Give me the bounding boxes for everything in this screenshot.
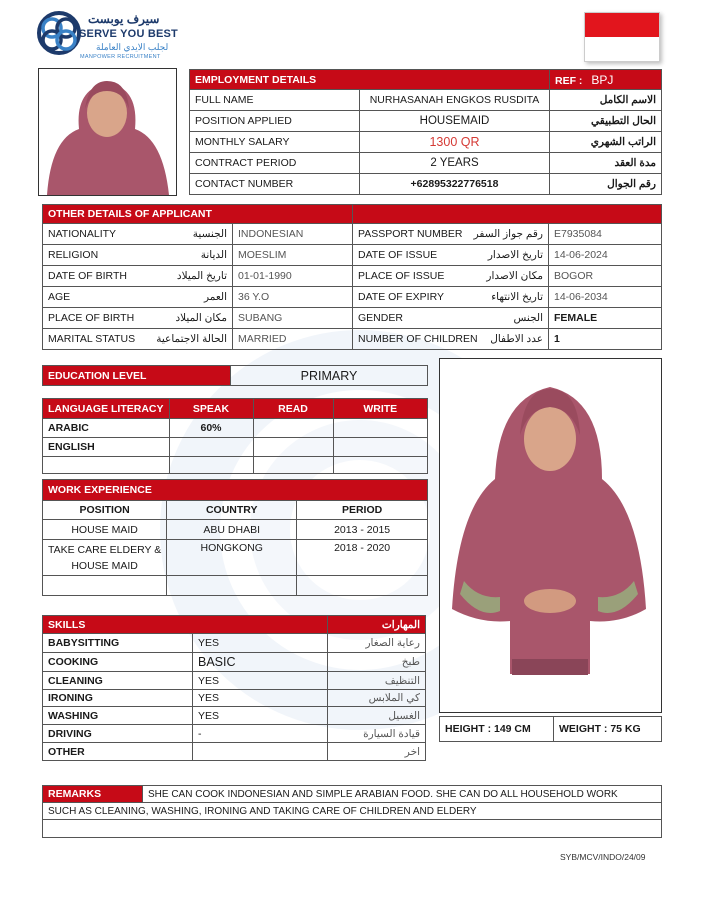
position-applied-ar: الحال التطبيقي	[550, 111, 662, 132]
monthly-salary-value: 1300 QR	[360, 132, 550, 153]
arabic-write	[333, 419, 428, 438]
skill-babysitting: BABYSITTING	[43, 634, 193, 653]
skill-babysitting-value: YES	[193, 634, 328, 653]
ref-label: REF :	[555, 74, 583, 87]
skill-cleaning: CLEANING	[43, 672, 193, 690]
place-of-issue-label: PLACE OF ISSUE مكان الاصدار	[353, 266, 549, 287]
english-write	[333, 438, 428, 457]
skill-washing: WASHING	[43, 707, 193, 725]
indonesia-flag	[584, 12, 660, 62]
work-row-1-country: ABU DHABI	[167, 520, 297, 540]
remarks-line-1: SHE CAN COOK INDONESIAN AND SIMPLE ARABIAN FOOD. SHE CAN DO ALL HOUSEHOLD WORK	[143, 786, 662, 803]
education-table	[42, 365, 428, 386]
company-logo	[36, 10, 176, 62]
applicant-photo-small	[38, 68, 177, 196]
country-col-header: COUNTRY	[167, 501, 297, 520]
employment-details-table	[189, 69, 662, 195]
place-of-birth-label: PLACE OF BIRTH مكان الميلاد	[43, 308, 233, 329]
skill-cleaning-ar: التنظيف	[328, 672, 426, 690]
work-row-2-position: TAKE CARE ELDERY & HOUSE MAID	[43, 540, 167, 576]
work-row-2-country: HONGKONG	[167, 540, 297, 576]
full-name-label: FULL NAME	[190, 90, 360, 111]
nationality-label: NATIONALITY الجنسية	[43, 224, 233, 245]
language-english: ENGLISH	[43, 438, 170, 457]
date-of-birth-label: DATE OF BIRTH تاريخ الميلاد	[43, 266, 233, 287]
speak-header: SPEAK	[169, 399, 253, 419]
employment-details-header: EMPLOYMENT DETAILS	[190, 70, 550, 90]
skill-driving: DRIVING	[43, 725, 193, 743]
contact-number-label: CONTACT NUMBER	[190, 174, 360, 195]
body-measurements-table	[439, 716, 662, 742]
skills-header-ar: المهارات	[328, 616, 426, 634]
skills-table	[42, 615, 426, 761]
monthly-salary-label: MONTHLY SALARY	[190, 132, 360, 153]
gender-value: FEMALE	[549, 308, 662, 329]
english-read	[253, 438, 333, 457]
full-name-ar: الاسم الكامل	[550, 90, 662, 111]
gender-label: GENDER الجنس	[353, 308, 549, 329]
english-speak	[169, 438, 253, 457]
skill-other: OTHER	[43, 743, 193, 761]
logo-knot-icon	[36, 10, 82, 56]
skill-other-ar: اخر	[328, 743, 426, 761]
date-of-issue-value: 14-06-2024	[549, 245, 662, 266]
remarks-line-2: SUCH AS CLEANING, WASHING, IRONING AND TAKING CARE OF CHILDREN AND ELDERY	[43, 803, 662, 820]
marital-status-value: MARRIED	[233, 329, 353, 350]
date-of-birth-value: 01-01-1990	[233, 266, 353, 287]
remarks-label: REMARKS	[43, 786, 143, 803]
work-row-2-period: 2018 - 2020	[297, 540, 428, 576]
religion-label: RELIGION الديانة	[43, 245, 233, 266]
arabic-read	[253, 419, 333, 438]
skill-other-value	[193, 743, 328, 761]
read-header: READ	[253, 399, 333, 419]
applicant-photo-full	[439, 358, 662, 713]
date-of-expiry-value: 14-06-2034	[549, 287, 662, 308]
arabic-speak: 60%	[169, 419, 253, 438]
religion-value: MOESLIM	[233, 245, 353, 266]
work-row-1-period: 2013 - 2015	[297, 520, 428, 540]
skill-cooking-ar: طبخ	[328, 653, 426, 672]
weight-cell: WEIGHT : 75 KG	[554, 717, 662, 742]
remarks-table	[42, 785, 662, 838]
skill-washing-ar: الغسيل	[328, 707, 426, 725]
ref-value: BPJ	[591, 72, 614, 87]
full-name-value: NURHASANAH ENGKOS RUSDITA	[360, 90, 550, 111]
work-experience-header: WORK EXPERIENCE	[43, 480, 428, 501]
position-applied-label: POSITION APPLIED	[190, 111, 360, 132]
company-name-ar: سيرف يوبست	[88, 12, 160, 26]
company-tagline-en: MANPOWER RECRUITMENT	[80, 54, 161, 60]
position-col-header: POSITION	[43, 501, 167, 520]
skill-cooking-value: BASIC	[193, 653, 328, 672]
contact-number-value: +62895322776518	[360, 174, 550, 195]
skill-driving-value: -	[193, 725, 328, 743]
monthly-salary-ar: الراتب الشهري	[550, 132, 662, 153]
other-details-table	[42, 204, 662, 350]
work-experience-table	[42, 479, 428, 596]
write-header: WRITE	[333, 399, 428, 419]
skill-ironing-value: YES	[193, 690, 328, 707]
skill-cleaning-value: YES	[193, 672, 328, 690]
skill-babysitting-ar: رعاية الصغار	[328, 634, 426, 653]
company-name-en: SERVE YOU BEST	[79, 28, 178, 40]
language-literacy-header: LANGUAGE LITERACY	[43, 399, 170, 419]
contract-period-value: 2 YEARS	[360, 153, 550, 174]
date-of-expiry-label: DATE OF EXPIRY تاريخ الانتهاء	[353, 287, 549, 308]
other-details-header: OTHER DETAILS OF APPLICANT	[43, 205, 353, 224]
height-cell: HEIGHT : 149 CM	[440, 717, 554, 742]
education-level-value: PRIMARY	[231, 366, 428, 386]
company-tagline-ar: لجلب الايدي العاملة	[96, 42, 169, 52]
place-of-birth-value: SUBANG	[233, 308, 353, 329]
skill-cooking: COOKING	[43, 653, 193, 672]
passport-number-value: E7935084	[549, 224, 662, 245]
age-label: AGE العمر	[43, 287, 233, 308]
skills-header: SKILLS	[43, 616, 328, 634]
contact-number-ar: رقم الجوال	[550, 174, 662, 195]
nationality-value: INDONESIAN	[233, 224, 353, 245]
position-applied-value: HOUSEMAID	[360, 111, 550, 132]
document-code: SYB/MCV/INDO/24/09	[560, 852, 646, 862]
language-arabic: ARABIC	[43, 419, 170, 438]
passport-number-label: PASSPORT NUMBER رقم جواز السفر	[353, 224, 549, 245]
work-row-1-position: HOUSE MAID	[43, 520, 167, 540]
skill-ironing: IRONING	[43, 690, 193, 707]
place-of-issue-value: BOGOR	[549, 266, 662, 287]
date-of-issue-label: DATE OF ISSUE تاريخ الاصدار	[353, 245, 549, 266]
skill-ironing-ar: كي الملابس	[328, 690, 426, 707]
skill-driving-ar: قيادة السيارة	[328, 725, 426, 743]
marital-status-label: MARITAL STATUS الحالة الاجتماعية	[43, 329, 233, 350]
contract-period-label: CONTRACT PERIOD	[190, 153, 360, 174]
period-col-header: PERIOD	[297, 501, 428, 520]
skill-washing-value: YES	[193, 707, 328, 725]
number-of-children-label: NUMBER OF CHILDREN عدد الاطفال	[353, 329, 549, 350]
contract-period-ar: مدة العقد	[550, 153, 662, 174]
age-value: 36 Y.O	[233, 287, 353, 308]
number-of-children-value: 1	[549, 329, 662, 350]
education-level-label: EDUCATION LEVEL	[43, 366, 231, 386]
ref-cell	[550, 70, 662, 90]
language-table	[42, 398, 428, 474]
